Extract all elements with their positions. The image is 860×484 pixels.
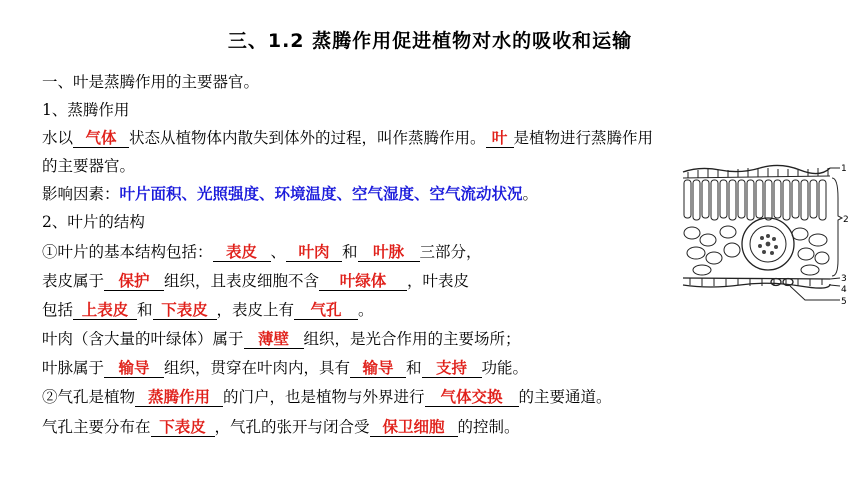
- structure-line: ①叶片的基本结构包括： 表皮 、 叶肉 和 叶脉 三部分，: [42, 243, 482, 261]
- answer-blank: 保卫细胞: [370, 418, 458, 437]
- answer-blank: 支持: [422, 359, 482, 378]
- definition-line: 水以 气体 状态从植物体内散失到体外的过程，叫作蒸腾作用。 叶 是植物进行蒸腾作用: [42, 129, 654, 147]
- diagram-label-2: 2: [843, 215, 849, 225]
- definition-line-2: 的主要器官。: [42, 157, 136, 175]
- answer-blank: 表皮: [213, 243, 271, 262]
- factors-answer: 叶片面积、光照强度、环境温度、空气湿度、空气流动状况: [119, 185, 523, 203]
- subheading-structure: 2、叶片的结构: [42, 213, 145, 231]
- vein-line: 叶脉属于 输导 组织，贯穿在叶肉内，具有 输导 和 支持 功能。: [42, 359, 529, 377]
- stomata-distribution-line: 气孔主要分布在 下表皮 ，气孔的张开与闭合受 保卫细胞 的控制。: [42, 418, 520, 436]
- answer-blank: 气体交换: [425, 388, 519, 407]
- epidermis-parts-line: 包括 上表皮 和 下表皮 ，表皮上有 气孔 。: [42, 301, 374, 319]
- answer-blank: 叶: [486, 129, 514, 148]
- leaf-cross-section-diagram: [680, 158, 850, 313]
- stomata-line: ②气孔是植物 蒸腾作用 的门户，也是植物与外界进行 气体交换 的主要通道。: [42, 388, 612, 406]
- epidermis-line: 表皮属于 保护 组织，且表皮细胞不含 叶绿体 ，叶表皮: [42, 272, 470, 290]
- answer-blank: 上表皮: [73, 301, 137, 320]
- answer-blank: 保护: [104, 272, 164, 291]
- section-heading: 一、叶是蒸腾作用的主要器官。: [42, 73, 260, 91]
- answer-blank: 叶肉: [286, 243, 342, 262]
- answer-blank: 叶绿体: [319, 272, 407, 291]
- answer-blank: 蒸腾作用: [135, 388, 223, 407]
- diagram-label-3: 3: [841, 274, 847, 284]
- diagram-label-1: 1: [841, 164, 847, 174]
- factors-line: 影响因素：叶片面积、光照强度、环境温度、空气湿度、空气流动状况。: [42, 185, 539, 203]
- diagram-label-4: 4: [841, 285, 847, 295]
- diagram-label-5: 5: [841, 297, 847, 307]
- answer-blank: 薄壁: [244, 330, 304, 349]
- answer-blank: 输导: [104, 359, 164, 378]
- answer-blank: 下表皮: [153, 301, 217, 320]
- subheading-transpiration: 1、蒸腾作用: [42, 101, 130, 119]
- answer-blank: 叶脉: [358, 243, 420, 262]
- answer-blank: 气孔: [294, 301, 358, 320]
- answer-blank: 输导: [350, 359, 406, 378]
- page-title: 三、1.2 蒸腾作用促进植物对水的吸收和运输: [227, 30, 633, 52]
- answer-blank: 气体: [73, 129, 129, 148]
- mesophyll-line: 叶肉（含大量的叶绿体）属于 薄壁 组织，是光合作用的主要场所；: [42, 330, 521, 348]
- answer-blank: 下表皮: [151, 418, 215, 437]
